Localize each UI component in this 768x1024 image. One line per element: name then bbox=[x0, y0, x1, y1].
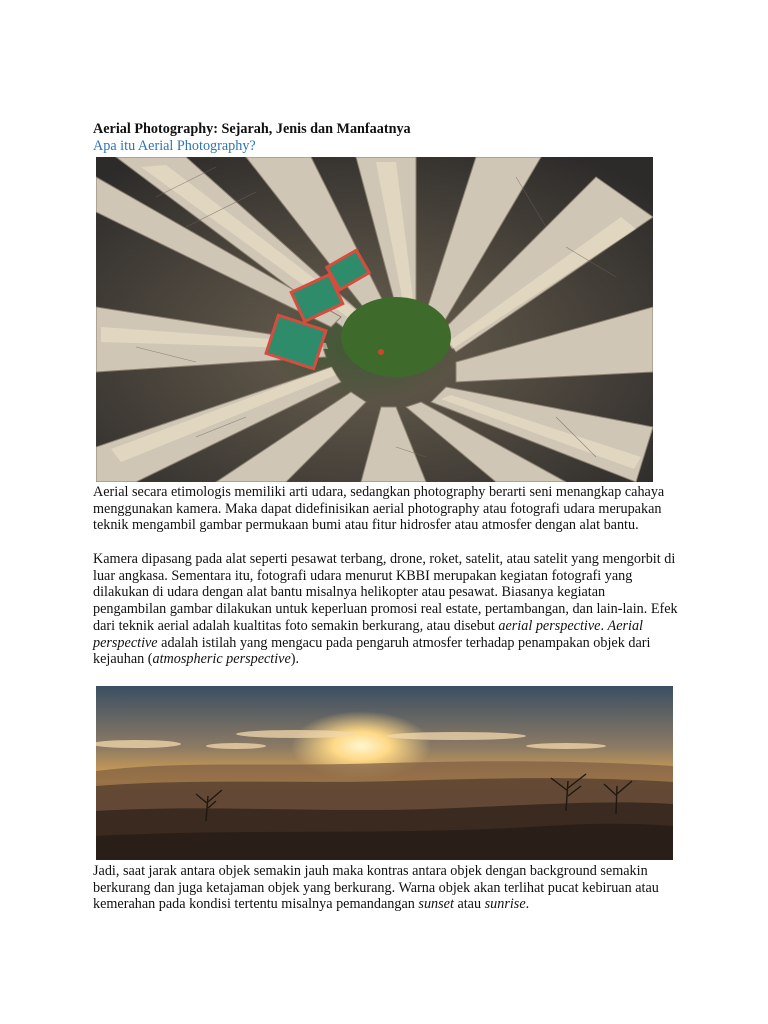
paragraph-equipment bbox=[93, 551, 678, 668]
paragraph-contrast bbox=[93, 863, 678, 913]
paragraph-text: adalah istilah yang mengacu pada pengaruh atmosfer terhadap penampakan objek dari kejauhan ( bbox=[93, 634, 651, 668]
paragraph-text: ). bbox=[290, 651, 300, 668]
sunset-landscape-photo bbox=[96, 686, 673, 860]
italic-term: sunrise bbox=[484, 896, 526, 913]
aerial-city-photo bbox=[96, 157, 653, 482]
paragraph-text: . bbox=[525, 896, 530, 913]
paragraph-text: Jadi, saat jarak antara objek semakin jauh maka kontras antara objek dengan background semakin berkurang dan juga ketajaman objek yang berkurang. Warna objek akan terlihat pucat kebiruan atau kemerahan pada kondisi tertentu misalnya pemandangan bbox=[93, 863, 659, 913]
article-title: Aerial Photography: Sejarah, Jenis dan Manfaatnya bbox=[93, 121, 411, 137]
italic-term: sunset bbox=[418, 896, 454, 913]
section-heading: Apa itu Aerial Photography? bbox=[93, 138, 256, 154]
paragraph-text: Aerial secara etimologis memiliki arti udara, sedangkan photography berarti seni menangkap cahaya menggunakan kamera. Maka dapat didefinisikan aerial photography atau fotografi udara merupakan teknik mengambil gambar permukaan bumi atau fitur hidrosfer atau atmosfer dengan alat bantu. bbox=[93, 484, 665, 534]
italic-term: atmospheric perspective bbox=[152, 651, 291, 668]
italic-term: aerial perspective bbox=[498, 617, 601, 634]
paragraph-text: atau bbox=[453, 896, 485, 913]
italic-term: Aerial perspective bbox=[93, 617, 643, 651]
paragraph-text: . bbox=[600, 617, 608, 634]
paragraph-text: Kamera dipasang pada alat seperti pesawat terbang, drone, roket, satelit, atau satelit yang mengorbit di luar angkasa. Sementara itu, fotografi udara menurut KBBI merupakan kegiatan fotografi yang dilakukan di udara dengan alat bantu misalnya helikopter atau pesawat. Biasanya kegiatan pengambilan gambar dilakukan untuk keperluan promosi real estate, pertambangan, dan lain-lain. Efek dari teknik aerial adalah kualtitas foto semakin berkurang, atau disebut bbox=[93, 551, 678, 634]
paragraph-etymology bbox=[93, 484, 678, 534]
